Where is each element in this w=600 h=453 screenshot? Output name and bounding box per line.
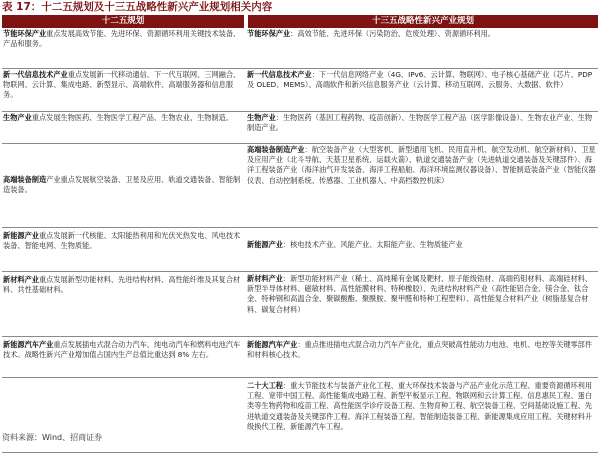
- cell-text: 产业重点发展航空装备、卫星及应用、轨道交通装备、智能制造装备。: [3, 175, 241, 195]
- cell-text: ：核电技术产业、风能产业、太阳能产业、生物质能产业: [282, 240, 463, 249]
- source-note: 资料来源：Wind、招商证券: [2, 433, 103, 442]
- cell-right: [246, 69, 598, 111]
- table-row: [2, 112, 598, 144]
- comparison-table: [2, 15, 598, 453]
- cell-text: ：新型功能材料产业（稀土、高纯稀有金属及靶材、原子能级锆材、高端钨钼材料、高端硅材料、新型半导体材料、磁敏材料、高性能膜材料、特种橡胶）、先进结构材料产业（高性能铝合金、镁合金、钛合金、特种钢和高温合金、聚碳酸酯、聚酰胺、聚甲醛和特种工程塑料）、高性能复合材料产业（树脂基复合材料、碳复合材料）: [247, 274, 593, 314]
- table-row: [2, 144, 598, 228]
- cell-key: 高端装备制造: [3, 175, 47, 184]
- table-row: [2, 337, 598, 378]
- cell-key: 新一代信息技术产业: [3, 70, 68, 79]
- cell-key: 节能环保产业: [3, 29, 47, 38]
- cell-key: 新能源汽车产业: [247, 340, 298, 349]
- cell-text: 重点发展插电式混合动力汽车、纯电动汽车和燃料电池汽车技术。战略性新兴产业增加值占国内生产总值比重达到 8% 左右。: [3, 340, 241, 360]
- table-row: [2, 272, 598, 337]
- cell-key: 节能环保产业: [247, 29, 291, 38]
- cell-left: [2, 144, 246, 227]
- cell-right: [246, 272, 598, 336]
- cell-key: 新能源产业: [3, 231, 39, 240]
- cell-key: 生物产业: [3, 113, 32, 122]
- cell-right: [246, 228, 598, 271]
- table-row: [2, 28, 598, 69]
- cell-right: [246, 112, 598, 143]
- cell-text: 重点发展新一代移动通信、下一代互联网、三网融合、物联网、云计算、集成电路、新型显示、高端软件、高端服务器和信息服务。: [3, 70, 241, 100]
- cell-right: [246, 144, 598, 227]
- cell-text: ：重点推进插电式混合动力汽车产业化，重点突破高性能动力电池、电机、电控等关键零部件和材料核心技术。: [247, 340, 593, 360]
- table-header: [2, 15, 598, 28]
- cell-key: 新一代信息技术产业: [247, 70, 312, 79]
- cell-left: [2, 272, 246, 336]
- cell-right: [246, 28, 598, 68]
- header-right: 十三五战略性新兴产业规划: [248, 15, 598, 28]
- cell-text: 重点发展生物医药、生物医学工程产品、生物农业、生物制造。: [31, 113, 234, 122]
- cell-left: [2, 337, 246, 377]
- cell-text: ：高效节能、先进环保（污染防治、危废处理）、资源循环利用。: [290, 29, 495, 38]
- cell-right: [246, 337, 598, 377]
- cell-key: 新材料产业: [3, 275, 39, 284]
- cell-text: 重点发展新一代核能、太阳能热利用和光伏光热发电、风电技术装备、智能电网、生物质能。: [3, 231, 241, 251]
- cell-left: [2, 69, 246, 111]
- cell-text: 重点发展高效节能、先进环保、资源循环利用关键技术装备、产品和服务。: [3, 29, 241, 49]
- cell-text: ：下一代信息网络产业（4G、IPv6、云计算、物联网）、电子核心基础产业（芯片、PDP 及 OLED、MEMS）、高端软件和新兴信息服务产业（云计算、移动互联网、云服务、大数据、软件）: [247, 70, 593, 90]
- cell-text: ：生物医药（基因工程药物、疫苗创新）、生物医学工程产品（医学影像设备）、生物农业产业、生物制造产业。: [247, 113, 593, 133]
- cell-key: 新能源产业: [247, 240, 283, 249]
- header-left: 十二五规划: [2, 15, 244, 28]
- cell-text: ：航空装备产业（大型客机、新型通用飞机、民用直升机、航空发动机、航空新材料）、卫星及应用产业（北斗导航、天基卫星系统、运载火箭）、轨道交通装备产业（先进轨道交通装备及关键部件）、海洋工程装备产业（海洋油气开发装备、海洋工程船舶、海洋环境监测仪器设备）、智能制造装备产业（智能仪器仪表、自动控制系统、传感器、工业机器人、中高档数控机床）: [247, 145, 596, 185]
- cell-key: 生物产业: [247, 113, 276, 122]
- cell-left: [2, 228, 246, 271]
- cell-text: ：重大节能技术与装备产业化工程、重大环保技术装备与产品产业化示范工程、重要资源循环利用工程、宽带中国工程、高性能集成电路工程、新型平板显示工程、物联网和云计算工程、信息惠民工程、蛋白类等生物药物和疫苗工程、高性能医学诊疗设备工程、生物育种工程、航空装备工程、空间基础设施工程、先进轨道交通装备及关键部件工程、海洋工程装备工程、智能制造装备工程、新能源集成应用工程、关键材料升级换代工程、新能源汽车工程。: [247, 381, 593, 431]
- cell-right: [246, 378, 598, 452]
- table-row: [2, 69, 598, 112]
- cell-key: 高端装备制造产业: [247, 145, 305, 154]
- cell-key: 新材料产业: [247, 274, 283, 283]
- cell-left: [2, 28, 246, 68]
- cell-key: 二十大工程: [247, 381, 283, 390]
- table-row: [2, 228, 598, 272]
- cell-left: [2, 112, 246, 143]
- table-caption: 表 17：十二五规划及十三五战略性新兴产业规划相关内容: [2, 1, 273, 13]
- cell-text: 重点发展新型功能材料、先进结构材料、高性能纤维及其复合材料、共性基础材料。: [3, 275, 241, 295]
- cell-key: 新能源汽车产业: [3, 340, 54, 349]
